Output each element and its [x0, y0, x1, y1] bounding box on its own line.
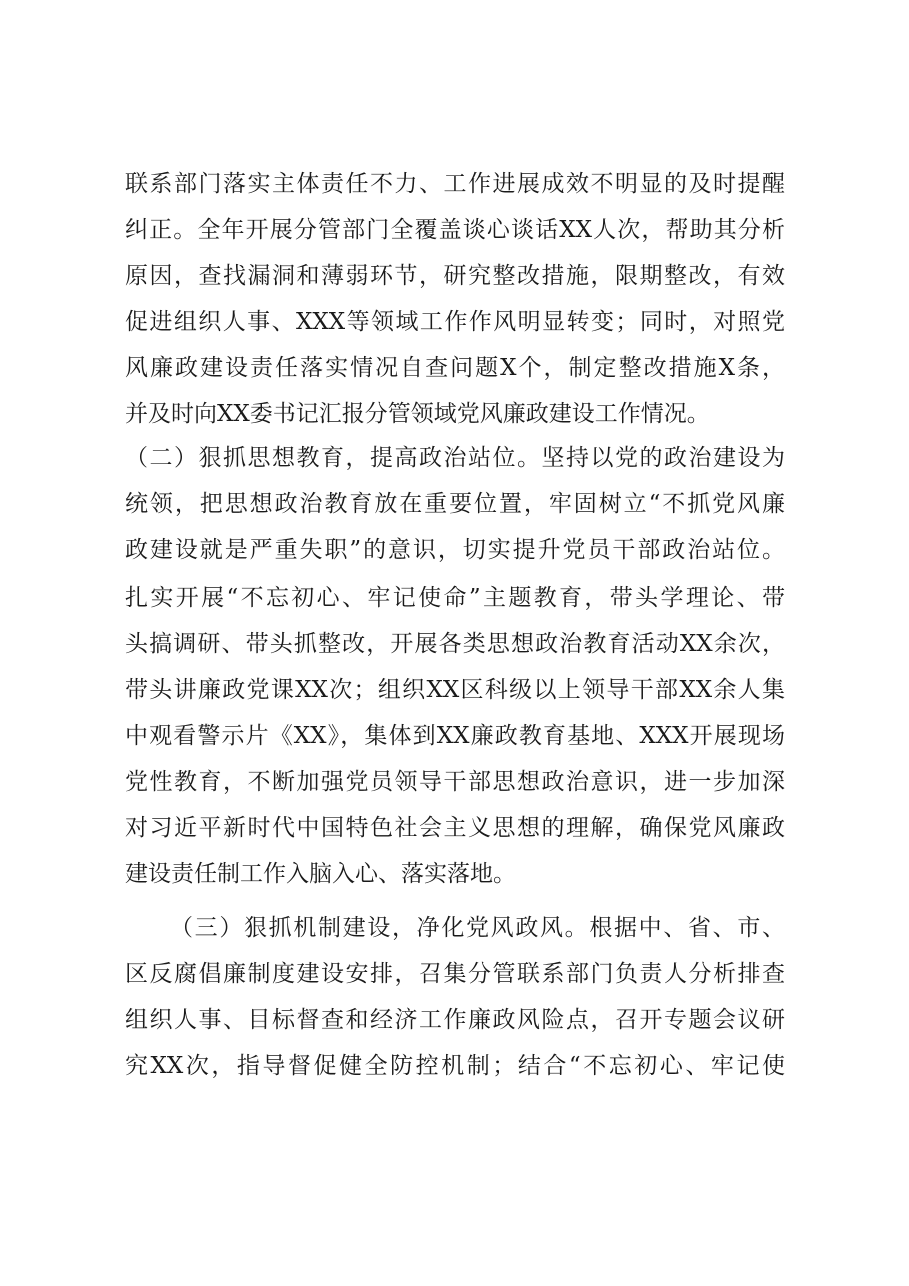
text-line-7: （二）狠抓思想教育，提高政治站位。坚持以党的政治建设为 [125, 445, 785, 471]
text-line-19: 组织人事、目标督查和经济工作廉政风险点，召开专题会议研 [125, 1007, 785, 1033]
text-line-8: 统领，把思想政治教育放在重要位置，牢固树立“不抓党风廉 [125, 491, 785, 517]
text-line-16: 建设责任制工作入脑入心、落实落地。 [125, 861, 516, 887]
text-line-1: 联系部门落实主体责任不力、工作进展成效不明显的及时提醒 [125, 171, 785, 197]
text-line-4: 促进组织人事、XXX等领域工作作风明显转变；同时，对照党 [125, 309, 785, 335]
text-line-12: 带头讲廉政党课XX次；组织XX区科级以上领导干部XX余人集 [125, 677, 785, 703]
text-line-6: 并及时向XX委书记汇报分管领域党风廉政建设工作情况。 [125, 401, 710, 427]
text-line-9: 政建设就是严重失职”的意识，切实提升党员干部政治站位。 [125, 537, 785, 563]
text-line-17: （三）狠抓机制建设，净化党风政风。根据中、省、市、 [170, 915, 785, 941]
text-line-5: 风廉政建设责任落实情况自查问题X个，制定整改措施X条， [125, 355, 785, 381]
text-line-10: 扎实开展“不忘初心、牢记使命”主题教育，带头学理论、带 [125, 585, 785, 611]
text-line-3: 原因，查找漏洞和薄弱环节，研究整改措施，限期整改，有效 [125, 263, 785, 289]
text-line-2: 纠正。全年开展分管部门全覆盖谈心谈话XX人次，帮助其分析 [125, 217, 785, 243]
text-line-11: 头搞调研、带头抓整改，开展各类思想政治教育活动XX余次， [125, 631, 785, 657]
text-line-18: 区反腐倡廉制度建设安排，召集分管联系部门负责人分析排查 [125, 961, 785, 987]
text-line-13: 中观看警示片《XX》，集体到XX廉政教育基地、XXX开展现场 [125, 723, 785, 749]
text-line-14: 党性教育，不断加强党员领导干部思想政治意识，进一步加深 [125, 769, 785, 795]
text-line-15: 对习近平新时代中国特色社会主义思想的理解，确保党风廉政 [125, 815, 785, 841]
text-line-20: 究XX次，指导督促健全防控机制；结合“不忘初心、牢记使 [125, 1053, 785, 1079]
